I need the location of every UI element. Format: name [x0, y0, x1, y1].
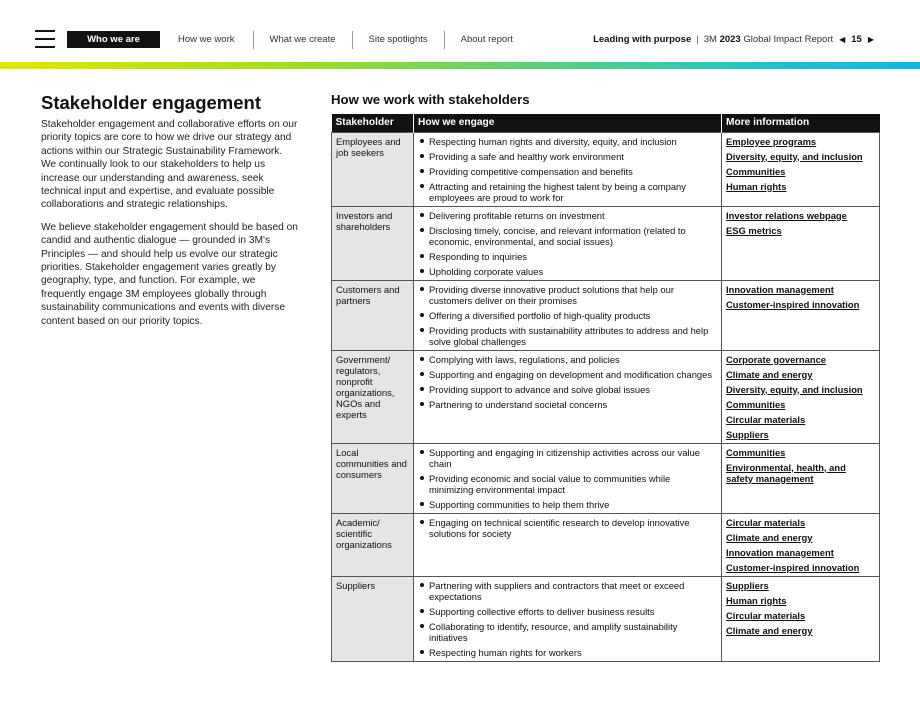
stakeholder-cell: Employees and job seekers: [332, 132, 414, 206]
engagement-item: Supporting collective efforts to deliver business results: [418, 606, 717, 617]
report-name: Global Impact Report: [743, 34, 834, 45]
page-number: 15: [851, 34, 862, 45]
engagement-cell: [414, 443, 722, 513]
more-info-link[interactable]: Circular materials: [726, 609, 806, 621]
more-info-link[interactable]: Climate and energy: [726, 368, 813, 380]
engagement-item: Respecting human rights and diversity, equity, and inclusion: [418, 136, 717, 147]
engagement-item: Partnering with suppliers and contractors that meet or exceed expectations: [418, 580, 717, 602]
more-info-link[interactable]: Climate and energy: [726, 624, 813, 636]
nav-what-we-create[interactable]: What we create: [269, 34, 336, 45]
top-nav: [67, 31, 529, 48]
stakeholder-cell: Local communities and consumers: [332, 443, 414, 513]
engagement-cell: [414, 576, 722, 661]
table-row: [332, 576, 880, 661]
next-page-icon[interactable]: ▶: [867, 35, 874, 44]
more-info-cell: [722, 443, 880, 513]
engagement-item: Upholding corporate values: [418, 266, 717, 277]
more-info-cell: [722, 576, 880, 661]
intro-paragraph: We believe stakeholder engagement should be based on candid and authentic dialogue — grounded in 3M's Principles — and should help us evolve our strategic priorities. Stakeholder engagement varies greatly by geography, type, and function. For example, we frequently engage 3M employees globally through sustainability communications and events with diverse content based on our priority topics.: [41, 221, 298, 327]
engagement-item: Delivering profitable returns on investment: [418, 210, 717, 221]
table-row: [332, 443, 880, 513]
page-title: Stakeholder engagement: [41, 92, 262, 113]
report-section: Leading with purpose: [593, 34, 692, 45]
table-row: [332, 280, 880, 350]
engagement-cell: [414, 280, 722, 350]
engagement-item: Complying with laws, regulations, and policies: [418, 354, 717, 365]
more-info-link[interactable]: Human rights: [726, 180, 787, 192]
more-info-cell: [722, 206, 880, 280]
engagement-item: Supporting communities to help them thrive: [418, 499, 717, 510]
column-header-how-we-engage: How we engage: [414, 114, 722, 132]
more-info-link[interactable]: Diversity, equity, and inclusion: [726, 150, 863, 162]
stakeholder-section: [331, 92, 879, 662]
nav-site-spotlights[interactable]: Site spotlights: [368, 34, 428, 45]
engagement-cell: [414, 132, 722, 206]
engagement-item: Supporting and engaging in citizenship activities across our value chain: [418, 447, 717, 469]
engagement-item: Engaging on technical scientific research to develop innovative solutions for society: [418, 517, 717, 539]
nav-about-report[interactable]: About report: [460, 34, 513, 45]
engagement-list: [418, 580, 717, 658]
more-info-link[interactable]: Employee programs: [726, 135, 817, 147]
engagement-cell: [414, 350, 722, 443]
nav-who-we-are[interactable]: Who we are: [67, 31, 160, 48]
engagement-list: [418, 354, 717, 410]
more-info-link[interactable]: Climate and energy: [726, 531, 813, 543]
table-row: [332, 513, 880, 576]
more-info-link[interactable]: Circular materials: [726, 516, 806, 528]
hamburger-menu-icon[interactable]: [35, 30, 55, 48]
stakeholder-cell: Customers and partners: [332, 280, 414, 350]
more-info-link[interactable]: Environmental, health, and safety management: [726, 461, 846, 484]
stakeholder-table: [331, 114, 880, 662]
stakeholder-cell: Investors and shareholders: [332, 206, 414, 280]
more-info-link[interactable]: Suppliers: [726, 428, 769, 440]
engagement-list: [418, 210, 717, 277]
report-year: 2023: [719, 34, 741, 45]
more-info-cell: [722, 280, 880, 350]
engagement-item: Supporting and engaging on development and modification changes: [418, 369, 717, 380]
engagement-item: Providing a safe and healthy work environment: [418, 151, 717, 162]
previous-page-icon[interactable]: ◀: [839, 35, 846, 44]
more-info-link[interactable]: Corporate governance: [726, 353, 827, 365]
engagement-list: [418, 517, 717, 539]
more-info-cell: [722, 513, 880, 576]
nav-how-we-work[interactable]: How we work: [178, 34, 235, 45]
more-info-link[interactable]: Customer-inspired innovation: [726, 298, 860, 310]
more-info-link[interactable]: Investor relations webpage: [726, 209, 847, 221]
engagement-item: Collaborating to identify, resource, and amplify sustainability initiatives: [418, 621, 717, 643]
more-info-cell: [722, 350, 880, 443]
engagement-item: Providing economic and social value to communities while minimizing environmental impact: [418, 473, 717, 495]
more-info-link[interactable]: Human rights: [726, 594, 787, 606]
intro-paragraph: Stakeholder engagement and collaborative efforts on our priority topics are core to how we drive our strategy and actions within our Strategic Sustainability Framework. We continually look to our stakeholders to help us increase our understanding and awareness, seek technical input and expertise, and evaluate possible collaborations and strategic relationships.: [41, 119, 298, 211]
more-info-link[interactable]: Innovation management: [726, 283, 834, 295]
engagement-item: Partnering to understand societal concerns: [418, 399, 717, 410]
engagement-item: Providing competitive compensation and benefits: [418, 166, 717, 177]
stakeholder-cell: Suppliers: [332, 576, 414, 661]
more-info-link[interactable]: Communities: [726, 398, 786, 410]
more-info-link[interactable]: Communities: [726, 446, 786, 458]
table-row: [332, 132, 880, 206]
table-row: [332, 350, 880, 443]
engagement-cell: [414, 206, 722, 280]
table-header-row: [332, 114, 880, 132]
engagement-item: Attracting and retaining the highest talent by being a company employees are proud to work for: [418, 181, 717, 203]
engagement-item: Providing support to advance and solve global issues: [418, 384, 717, 395]
section-title: How we work with stakeholders: [331, 92, 530, 107]
report-brand: 3M: [703, 34, 717, 45]
report-title-bar: [593, 31, 880, 48]
intro-section: [41, 92, 299, 337]
more-info-link[interactable]: Customer-inspired innovation: [726, 561, 860, 573]
engagement-list: [418, 447, 717, 510]
column-header-more-information: More information: [722, 114, 880, 132]
more-info-link[interactable]: Circular materials: [726, 413, 806, 425]
engagement-item: Providing products with sustainability attributes to address and help solve global challenges: [418, 325, 717, 347]
more-info-link[interactable]: ESG metrics: [726, 224, 782, 236]
stakeholder-cell: Academic/ scientific organizations: [332, 513, 414, 576]
more-info-link[interactable]: Diversity, equity, and inclusion: [726, 383, 863, 395]
engagement-cell: [414, 513, 722, 576]
engagement-item: Respecting human rights for workers: [418, 647, 717, 658]
report-separator: |: [696, 34, 699, 45]
engagement-list: [418, 136, 717, 203]
stakeholder-cell: Government/ regulators, nonprofit organizations, NGOs and experts: [332, 350, 414, 443]
column-header-stakeholder: Stakeholder: [332, 114, 414, 132]
engagement-item: Disclosing timely, concise, and relevant information (related to economic, environmental, and social issues): [418, 225, 717, 247]
engagement-item: Responding to inquiries: [418, 251, 717, 262]
more-info-link[interactable]: Suppliers: [726, 579, 769, 591]
engagement-list: [418, 284, 717, 347]
more-info-link[interactable]: Innovation management: [726, 546, 834, 558]
engagement-item: Offering a diversified portfolio of high-quality products: [418, 310, 717, 321]
page-header: [0, 0, 920, 62]
header-gradient-bar: [0, 62, 920, 69]
table-row: [332, 206, 880, 280]
table-body: [332, 132, 880, 661]
more-info-cell: [722, 132, 880, 206]
engagement-item: Providing diverse innovative product solutions that help our customers deliver on their promises: [418, 284, 717, 306]
more-info-link[interactable]: Communities: [726, 165, 786, 177]
